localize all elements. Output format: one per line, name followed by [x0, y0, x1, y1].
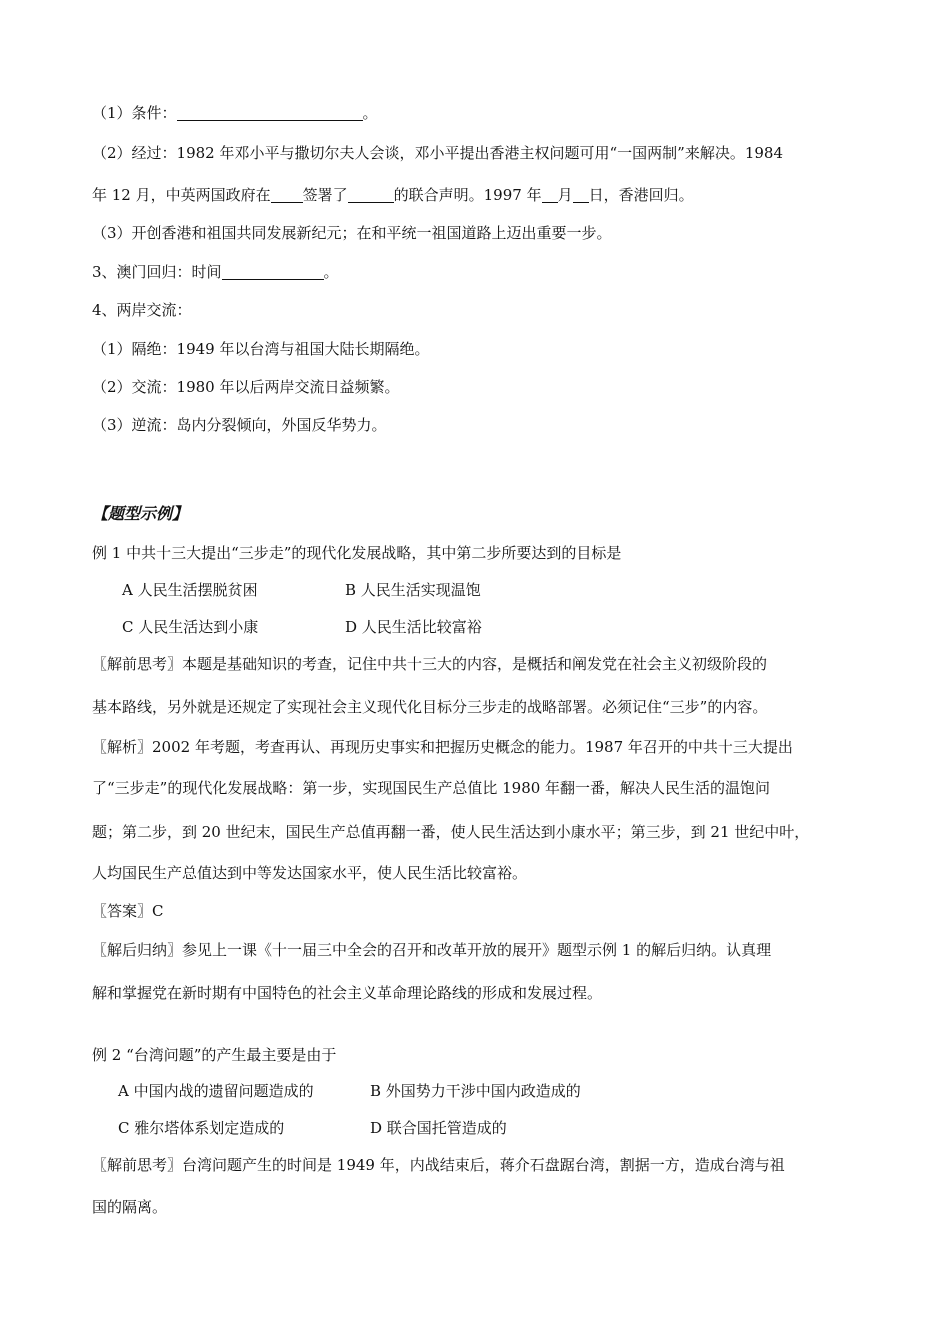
hk-condition-label: （1）条件： [92, 104, 177, 122]
ex2-option-c[interactable]: C 雅尔塔体系划定造成的 [118, 1119, 285, 1137]
ex1-option-d[interactable]: D 人民生活比较富裕 [345, 618, 482, 636]
ex1-question: 例 1 中共十三大提出“三步走”的现代化发展战略，其中第二步所要达到的目标是 [92, 544, 622, 562]
text-segment: 年 12 月，中英两国政府在 [92, 186, 271, 204]
macao-line [92, 262, 339, 282]
ex1-summary-line: 解和掌握党在新时期有中国特色的社会主义革命理论路线的形成和发展过程。 [92, 984, 603, 1002]
hk-condition-blank[interactable] [177, 104, 363, 121]
section-heading: 【题型示例】 [92, 504, 189, 523]
hk-process-line-2 [92, 185, 694, 205]
ex1-answer: 〖答案〗C [92, 902, 164, 920]
macao-label: 3、澳门回归：时间 [92, 263, 222, 281]
text-segment: 签署了 [302, 186, 348, 204]
hk-significance-line: （3）开创香港和祖国共同发展新纪元；在和平统一祖国道路上迈出重要一步。 [92, 224, 612, 242]
ex2-option-a[interactable]: A 中国内战的遗留问题造成的 [118, 1082, 314, 1100]
ex1-option-b[interactable]: B 人民生活实现温饱 [345, 581, 481, 599]
period: 。 [362, 104, 378, 122]
hk-declaration-blank[interactable] [348, 186, 394, 203]
hk-process-line-1: （2）经过：1982 年邓小平与撒切尔夫人会谈，邓小平提出香港主权问题可用“一国两制”来解决。1984 [92, 144, 784, 162]
macao-time-blank[interactable] [222, 263, 324, 280]
ex1-summary-line: 〖解后归纳〗参见上一课《十一届三中全会的召开和改革开放的展开》题型示例 1 的解后归纳。认真理 [92, 941, 772, 959]
ex1-option-a[interactable]: A 人民生活摆脱贫困 [122, 581, 258, 599]
ex2-question: 例 2 “台湾问题”的产生最主要是由于 [92, 1046, 337, 1064]
hk-condition-line [92, 103, 378, 123]
hk-month-blank[interactable] [542, 186, 558, 203]
ex2-option-b[interactable]: B 外国势力干涉中国内政造成的 [370, 1082, 581, 1100]
ex1-option-c[interactable]: C 人民生活达到小康 [122, 618, 259, 636]
ex1-analysis-line: 题；第二步，到 20 世纪末，国民生产总值再翻一番，使人民生活达到小康水平；第三步，到 21 世纪中叶， [92, 823, 810, 841]
strait-item: （3）逆流：岛内分裂倾向，外国反华势力。 [92, 416, 387, 434]
text-segment: 的联合声明。1997 年 [393, 186, 542, 204]
hk-day-blank[interactable] [573, 186, 589, 203]
text-segment: 月 [557, 186, 573, 204]
text-segment: 日，香港回归。 [588, 186, 694, 204]
ex2-prethink-line: 国的隔离。 [92, 1198, 168, 1216]
strait-item: （1）隔绝：1949 年以台湾与祖国大陆长期隔绝。 [92, 340, 430, 358]
ex1-analysis-line: 了“三步走”的现代化发展战略：第一步，实现国民生产总值比 1980 年翻一番，解决人民生活的温饱问 [92, 779, 771, 797]
ex1-analysis-line: 人均国民生产总值达到中等发达国家水平，使人民生活比较富裕。 [92, 864, 528, 882]
ex1-analysis-line: 〖解析〗2002 年考题，考查再认、再现历史事实和把握历史概念的能力。1987 年召开的中共十三大提出 [92, 738, 793, 756]
strait-item: （2）交流：1980 年以后两岸交流日益频繁。 [92, 378, 400, 396]
period: 。 [323, 263, 339, 281]
ex2-option-d[interactable]: D 联合国托管造成的 [370, 1119, 507, 1137]
ex1-prethink-line: 〖解前思考〗本题是基础知识的考查，记住中共十三大的内容，是概括和阐发党在社会主义初级阶段的 [92, 655, 768, 673]
hk-place-blank[interactable] [271, 186, 303, 203]
ex2-prethink-line: 〖解前思考〗台湾问题产生的时间是 1949 年，内战结束后，蒋介石盘踞台湾，割据一方，造成台湾与祖 [92, 1156, 785, 1174]
ex1-prethink-line: 基本路线，另外就是还规定了实现社会主义现代化目标分三步走的战略部署。必须记住“三步”的内容。 [92, 698, 768, 716]
strait-title: 4、两岸交流： [92, 301, 192, 319]
